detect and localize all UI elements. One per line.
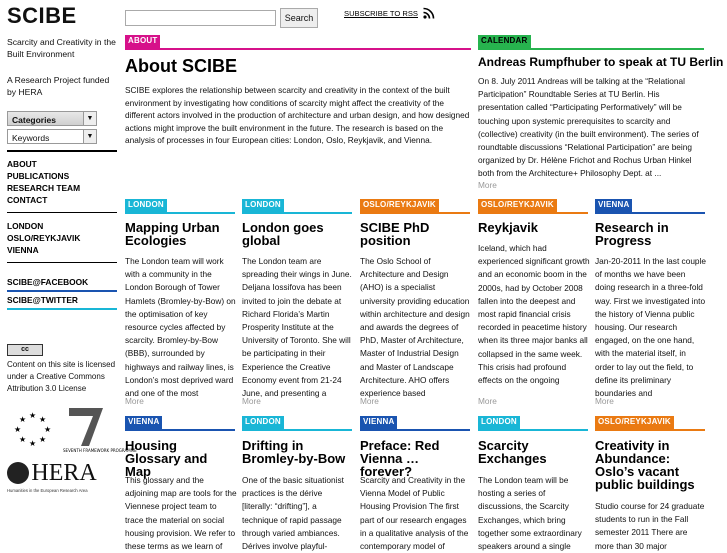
categories-label: Categories: [12, 115, 56, 125]
post-tag[interactable]: LONDON: [242, 199, 284, 212]
facebook-block: [7, 276, 88, 288]
post-title[interactable]: Reykjavik: [478, 220, 538, 235]
hera-emblem-icon: [7, 462, 29, 484]
about-color-bar: [125, 48, 471, 50]
post-body: The London team will work with a community in the London Borough of Tower Hamlets (Bromley-by-Bow) on the optimisation of key resource cycles affected by scarcity. Bromley-by-Bow (BBB), surrounded by highways and railway lines, is London’s most deprived ward and one of the most: [125, 256, 236, 399]
post-body: Iceland, which had experienced significant growth and an economic boom in the 2000s, had by October 2008 fallen into the deepest and most rapid financial crisis recorded in peacetime history when its three major banks all collapsed in the same week. This crisis had profound effects on the ongoing: [478, 243, 590, 386]
post-color-bar: [595, 212, 705, 214]
post-body: One of the basic situationist practices is the dérive [literally: “drifting”], a technique of rapid passage through varied ambiances. Dérives involve playful-: [242, 475, 344, 552]
site-tagline: Scarcity and Creativity in the Built Environment: [7, 37, 116, 59]
eu-flag-icon: [7, 408, 55, 456]
search-input[interactable]: [125, 10, 276, 26]
twitter-link[interactable]: SCIBE@TWITTER: [7, 295, 78, 305]
post-color-bar: [125, 429, 235, 431]
post-body: The Oslo School of Architecture and Design (AHO) is a specialist university providing education within architecture and design and awards the degrees of PhD, Master of Architecture, Master of Industrial Design and Master of Landscape Architecture. AHO offers experience based: [360, 256, 470, 399]
fp7-logo-icon: [63, 408, 137, 456]
post-body: Jan-20-2011 In the last couple of months we have been doing research in a three-fold way. First we investigated into the history of Vienna public housing. Our research engaged, on the one hand, with the material itself, in order to lay out the field, to define its preliminary boundaries and: [595, 256, 707, 399]
post-title[interactable]: Mapping Urban Ecologies: [125, 220, 220, 248]
sidebar-cities: [7, 220, 80, 256]
calendar-title[interactable]: Andreas Rumpfhuber to speak at TU Berlin: [478, 55, 724, 69]
rss-icon[interactable]: [423, 7, 435, 19]
post-color-bar: [478, 429, 588, 431]
subscribe-rss-link[interactable]: SUBSCRIBE TO RSS: [344, 9, 418, 18]
post-tag[interactable]: OSLO/REYKJAVIK: [478, 199, 557, 212]
twitter-block: [7, 294, 78, 306]
post-title[interactable]: Research in Progress: [595, 220, 669, 248]
svg-text:★: ★: [44, 425, 52, 434]
svg-text:★: ★: [29, 439, 37, 448]
search-button[interactable]: Search: [280, 8, 318, 28]
post-color-bar: [242, 429, 352, 431]
svg-text:SEVENTH FRAMEWORK PROGRAMME: SEVENTH FRAMEWORK PROGRAMME: [63, 448, 137, 453]
keywords-label: Keywords: [12, 133, 50, 143]
funded-by-text: A Research Project funded by HERA: [7, 75, 110, 97]
creative-commons-icon[interactable]: cc: [7, 344, 43, 356]
post-color-bar: [360, 429, 470, 431]
post-tag[interactable]: VIENNA: [125, 416, 162, 429]
svg-text:★: ★: [19, 435, 27, 444]
calendar-more-link[interactable]: More: [478, 180, 497, 190]
post-body: Scarcity and Creativity in the Vienna Model of Public Housing Provision The first part of our research engages in a qualitative analysis of the contemporary model of: [360, 475, 469, 552]
sidebar-nav: [7, 158, 80, 206]
post-tag[interactable]: VIENNA: [595, 199, 632, 212]
post-title[interactable]: Preface: Red Vienna … forever?: [360, 438, 440, 479]
post-tag[interactable]: OSLO/REYKJAVIK: [595, 416, 674, 429]
nav-publications[interactable]: PUBLICATIONS: [7, 171, 70, 181]
post-title[interactable]: Scarcity Exchanges: [478, 438, 547, 466]
svg-text:★: ★: [39, 415, 47, 424]
calendar-color-bar: [478, 48, 704, 50]
post-more-link[interactable]: More: [595, 396, 614, 406]
post-body: The London team are spreading their wings in June. Deljana Iossifova has been invited to join the debate at Richard Florida’s Martin Prosperity Institute at the University of Toronto. She will be participating in their Experience the Creative Economy event from 21-24 June, and presenting a: [242, 256, 352, 399]
twitter-underline: [7, 308, 117, 310]
sidebar-divider: [7, 262, 117, 263]
post-more-link[interactable]: More: [125, 396, 144, 406]
svg-text:★: ★: [19, 415, 27, 424]
about-title[interactable]: About SCIBE: [125, 56, 237, 76]
sidebar-divider: [7, 150, 117, 152]
facebook-underline: [7, 290, 117, 292]
post-title[interactable]: Drifting in Bromley-by-Bow: [242, 438, 346, 466]
calendar-body: On 8. July 2011 Andreas will be talking at the “Relational Participation” Roundtable Series at TU Berlin. His presentation called “Participating Performatively” will be touching upon systemic prerequisites to scarcity and (collective) creativity (in the built environment). The series of roundtable discussions “Relational Participation” are being organized by Dr. Hélène Frichot and Rochus Urban Hinkel both from the Architecture+ Philosophy Dept. at ...: [478, 76, 699, 179]
about-body: SCIBE explores the relationship between scarcity and creativity in the context of the built environment by investigating how conditions of scarcity might affect the creativity of the different actors involved in the production of architecture and urban design, and how designed actions might improve the built environment in the future. The research is based on the analysis of processes in four European cities: London, Oslo, Reykjavik, and Vienna.: [125, 85, 470, 146]
svg-text:★: ★: [39, 435, 47, 444]
post-body: Studio course for 24 graduate students to run in the Fall semester 2011 There are more than 30 major: [595, 501, 705, 551]
post-tag[interactable]: LONDON: [125, 199, 167, 212]
post-tag[interactable]: LONDON: [242, 416, 284, 429]
post-title[interactable]: Housing Glossary and Map: [125, 438, 208, 479]
nav-vienna[interactable]: VIENNA: [7, 245, 39, 255]
facebook-link[interactable]: SCIBE@FACEBOOK: [7, 277, 89, 287]
categories-dropdown[interactable]: [7, 111, 97, 126]
nav-research-team[interactable]: RESEARCH TEAM: [7, 183, 81, 193]
site-logo[interactable]: SCIBE: [7, 3, 77, 28]
post-more-link[interactable]: More: [478, 396, 497, 406]
post-more-link[interactable]: More: [242, 396, 261, 406]
post-tag[interactable]: OSLO/REYKJAVIK: [360, 199, 439, 212]
post-color-bar: [478, 212, 588, 214]
nav-about[interactable]: ABOUT: [7, 159, 37, 169]
post-title[interactable]: SCIBE PhD position: [360, 220, 430, 248]
about-tag[interactable]: ABOUT: [125, 35, 160, 48]
keywords-dropdown[interactable]: [7, 129, 97, 144]
post-body: The London team will be hosting a series of discussions, the Scarcity Exchanges, which bring together some extraordinary speakers around a single: [478, 475, 582, 552]
post-body: This glossary and the adjoining map are tools for the Viennese project team to trace the material on social housing provision. We refer to these terms as we learn of: [125, 475, 237, 552]
license-text: Content on this site is licensed under a Creative Commons Attribution 3.0 License: [7, 360, 116, 393]
hera-logo: HERA Humanities in the European Research Area: [7, 460, 97, 493]
post-color-bar: [125, 212, 235, 214]
chevron-down-icon: ▼: [83, 112, 96, 125]
post-title[interactable]: Creativity in Abundance: Oslo’s vacant public buildings: [595, 438, 695, 492]
post-color-bar: [595, 429, 705, 431]
svg-text:★: ★: [14, 425, 22, 434]
post-color-bar: [242, 212, 352, 214]
post-more-link[interactable]: More: [360, 396, 379, 406]
chevron-down-icon: ▼: [83, 130, 96, 143]
nav-london[interactable]: LONDON: [7, 221, 44, 231]
calendar-tag[interactable]: CALENDAR: [478, 35, 531, 48]
svg-text:★: ★: [29, 411, 37, 420]
post-tag[interactable]: VIENNA: [360, 416, 397, 429]
sidebar-divider: [7, 212, 117, 213]
post-color-bar: [360, 212, 470, 214]
post-tag[interactable]: LONDON: [478, 416, 520, 429]
nav-contact[interactable]: CONTACT: [7, 195, 48, 205]
post-title[interactable]: London goes global: [242, 220, 324, 248]
nav-oslo-reykjavik[interactable]: OSLO/REYKJAVIK: [7, 233, 81, 243]
